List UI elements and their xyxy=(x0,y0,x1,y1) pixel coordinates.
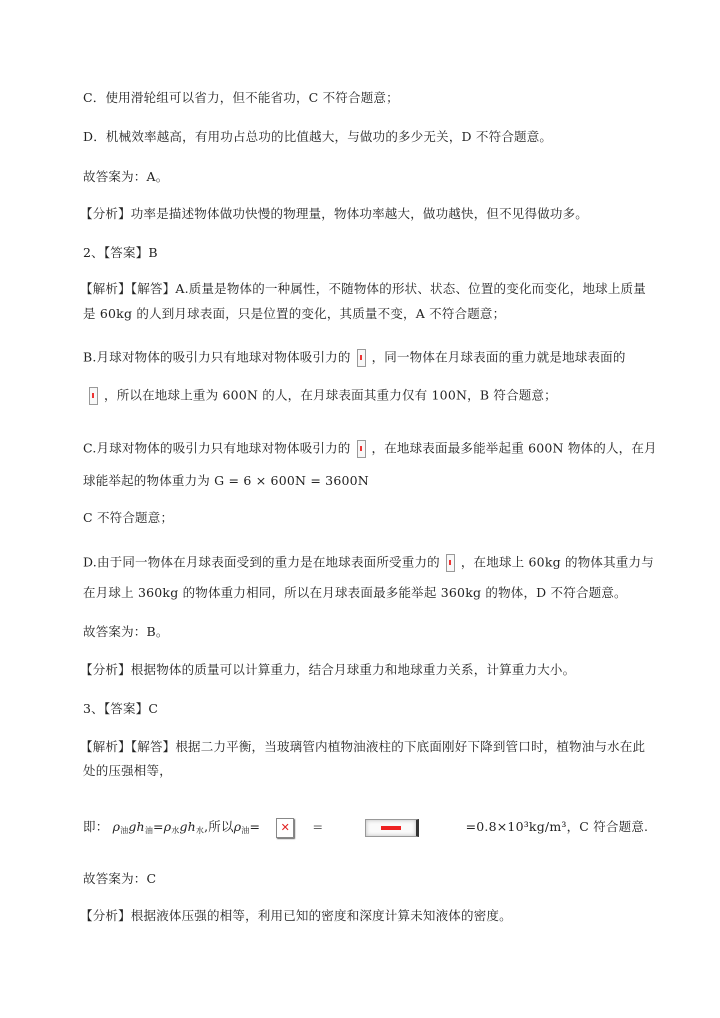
text-line: 球能举起的物体重力为 G = 6 × 600N = 3600N xyxy=(83,473,369,488)
text-span: ,所以 xyxy=(204,819,234,834)
broken-image-icon xyxy=(357,440,366,458)
text-line xyxy=(83,349,626,367)
subscript: 水 xyxy=(171,826,180,835)
text-line: 处的压强相等， xyxy=(83,763,172,778)
text-line: C 不符合题意； xyxy=(83,510,174,525)
gh-term: gh xyxy=(128,819,145,834)
text-span: ，在地球上 60kg 的物体其重力与 xyxy=(460,554,654,570)
text-span: ，所以在地球上重为 600N 的人，在月球表面其重力仅有 100N，B 符合题意； xyxy=(104,387,557,403)
text-line: 【解析】【解答】A.质量是物体的一种属性，不随物体的形状、状态、位置的变化而变化，地球上质量 xyxy=(80,281,646,296)
text-line xyxy=(83,554,654,572)
text-line: 故答案为：A。 xyxy=(83,169,169,184)
text-line: 是 60kg 的人到月球表面，只是位置的变化，其质量不变，A 不符合题意； xyxy=(83,306,506,321)
text-line: 【解析】【解答】根据二力平衡，当玻璃管内植物油液柱的下底面刚好下降到管口时，植物油与水在此 xyxy=(80,739,646,754)
result-text: =0.8×10³kg/m³，C 符合题意. xyxy=(465,819,649,834)
broken-image-icon xyxy=(365,819,419,837)
subscript: 水 xyxy=(195,826,205,835)
text-span: 即： xyxy=(83,819,109,834)
text-line: C．使用滑轮组可以省力，但不能省功，C 不符合题意； xyxy=(83,90,399,105)
subscript: 油 xyxy=(144,826,154,835)
text-span: D.由于同一物体在月球表面受到的重力是在地球表面所受重力的 xyxy=(83,554,440,570)
text-line xyxy=(83,387,557,405)
broken-image-icon xyxy=(446,554,455,572)
text-line xyxy=(83,440,657,458)
broken-image-icon xyxy=(89,387,98,405)
text-span: ，同一物体在月球表面的重力就是地球表面的 xyxy=(371,349,626,365)
analysis-line: 【分析】根据液体压强的相等，利用已知的密度和深度计算未知液体的密度。 xyxy=(80,908,512,923)
text-span: ，在地球表面最多能举起重 600N 物体的人，在月 xyxy=(371,440,657,456)
text-line: D．机械效率越高，有用功占总功的比值越大，与做功的多少无关，D 不符合题意。 xyxy=(83,129,553,144)
analysis-line: 【分析】功率是描述物体做功快慢的物理量，物体功率越大，做功越快，但不见得做功多。 xyxy=(80,206,589,221)
broken-image-icon xyxy=(357,349,366,367)
broken-image-icon: ✕ xyxy=(276,818,294,838)
equals-sign: = xyxy=(249,819,261,834)
rho-symbol: ρ xyxy=(233,819,242,834)
subscript: 油 xyxy=(241,826,250,835)
text-span: B.月球对物体的吸引力只有地球对物体吸引力的 xyxy=(83,349,351,365)
text-line: 故答案为：B。 xyxy=(83,624,169,639)
answer-heading: 3、【答案】C xyxy=(83,701,159,716)
gh-term: gh xyxy=(179,819,196,834)
text-line: 在月球上 360kg 的物体重力相同，所以在月球表面最多能举起 360kg 的物体，D 不符合题意。 xyxy=(83,585,627,600)
formula-line xyxy=(83,816,648,842)
rho-symbol: ρ xyxy=(112,819,121,834)
subscript: 油 xyxy=(120,826,129,835)
equals-sign: = xyxy=(312,819,324,834)
text-span: C.月球对物体的吸引力只有地球对物体吸引力的 xyxy=(83,440,351,456)
text-line: 故答案为：C xyxy=(83,871,157,886)
rho-symbol: ρ xyxy=(163,819,172,834)
analysis-line: 【分析】根据物体的质量可以计算重力，结合月球重力和地球重力关系，计算重力大小。 xyxy=(80,662,576,677)
equals-sign: = xyxy=(153,819,164,834)
answer-heading: 2、【答案】B xyxy=(83,245,158,260)
